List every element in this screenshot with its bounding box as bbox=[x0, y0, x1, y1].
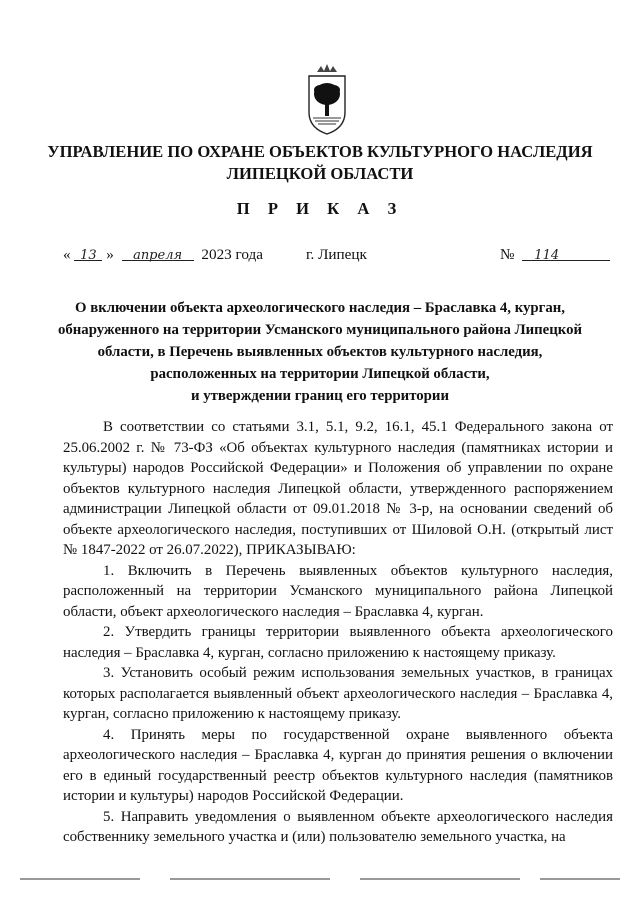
order-subject bbox=[40, 297, 600, 407]
document-type-title: П Р И К А З bbox=[236, 199, 404, 218]
subject-line: области, в Перечень выявленных объектов культурного наследия, bbox=[97, 344, 543, 360]
organization-line-1: УПРАВЛЕНИЕ ПО ОХРАНЕ ОБЪЕКТОВ КУЛЬТУРНОГО НАСЛЕДИЯ bbox=[47, 142, 593, 161]
date-year: 2023 года bbox=[201, 246, 264, 263]
date-close-quote: » bbox=[106, 246, 114, 263]
date-month bbox=[122, 246, 194, 264]
order-number-handwritten: 114 bbox=[534, 248, 560, 263]
date-day-handwritten: 13 bbox=[80, 248, 97, 263]
subject-line: О включении объекта археологического наследия – Браславка 4, курган, bbox=[75, 300, 565, 316]
date-field bbox=[63, 246, 263, 270]
number-sign: № bbox=[500, 246, 515, 263]
order-body bbox=[63, 417, 613, 848]
coat-of-arms-icon bbox=[303, 62, 351, 136]
clause-4-paragraph: 4. Принять меры по государственной охране выявленного объекта археологического наследия – Браславка 4, курган до принятия решения о включении его в единый государственный реестр объектов культурного наследия (памятников истории и культуры) народов Российской Федерации. bbox=[63, 726, 613, 804]
subject-line: обнаруженного на территории Усманского муниципального района Липецкой bbox=[57, 322, 583, 338]
date-day bbox=[74, 246, 102, 264]
clause-2-paragraph: 2. Утвердить границы территории выявленного объекта археологического наследия – Браславка 4, курган, согласно приложению к настоящему приказу. bbox=[63, 624, 613, 661]
order-number bbox=[522, 246, 610, 264]
date-day-underline bbox=[74, 260, 102, 261]
date-open-quote: « bbox=[63, 246, 71, 263]
date-month-handwritten: апреля bbox=[133, 248, 183, 263]
order-number-underline bbox=[522, 260, 610, 261]
clause-1-paragraph: 1. Включить в Перечень выявленных объектов культурного наследия, расположенный на территории Усманского муниципального района Липецкой области, объект археологического наследия – Браславка 4, курган. bbox=[63, 562, 613, 620]
clause-5-paragraph: 5. Направить уведомления о выявленном объекте археологического наследия собственнику земельного участка и (или) пользователю земельного участка, на bbox=[63, 808, 613, 845]
subject-line: и утверждении границ его территории bbox=[191, 388, 449, 404]
organization-line-2: ЛИПЕЦКОЙ ОБЛАСТИ bbox=[226, 164, 414, 183]
page-bottom-rule bbox=[0, 878, 640, 880]
preamble-paragraph: В соответствии со статьями 3.1, 5.1, 9.2, 16.1, 45.1 Федерального закона от 25.06.2002 г. № 73-ФЗ «Об объектах культурного наследия (памятниках истории и культуры) народов Российской Федерации» и Положения об управлении по охране объектов культурного наследия Липецкой области, утвержденного распоряжением администрации Липецкой области от 09.01.2018 № 3-р, на основании сведений об объекте археологического наследия, поступивших от Шиловой О.Н. (открытый лист № 1847-2022 от 26.07.2022), ПРИКАЗЫВАЮ: bbox=[63, 419, 613, 558]
subject-line: расположенных на территории Липецкой области, bbox=[150, 366, 490, 382]
city-label: г. Липецк bbox=[306, 246, 367, 263]
date-month-underline bbox=[122, 260, 194, 261]
order-number-field bbox=[500, 246, 610, 270]
clause-3-paragraph: 3. Установить особый режим использования земельных участков, в границах которых располагается выявленный объект археологического наследия – Браславка 4, курган, согласно приложению к настоящему приказу. bbox=[63, 665, 613, 722]
organization-header bbox=[40, 141, 600, 185]
